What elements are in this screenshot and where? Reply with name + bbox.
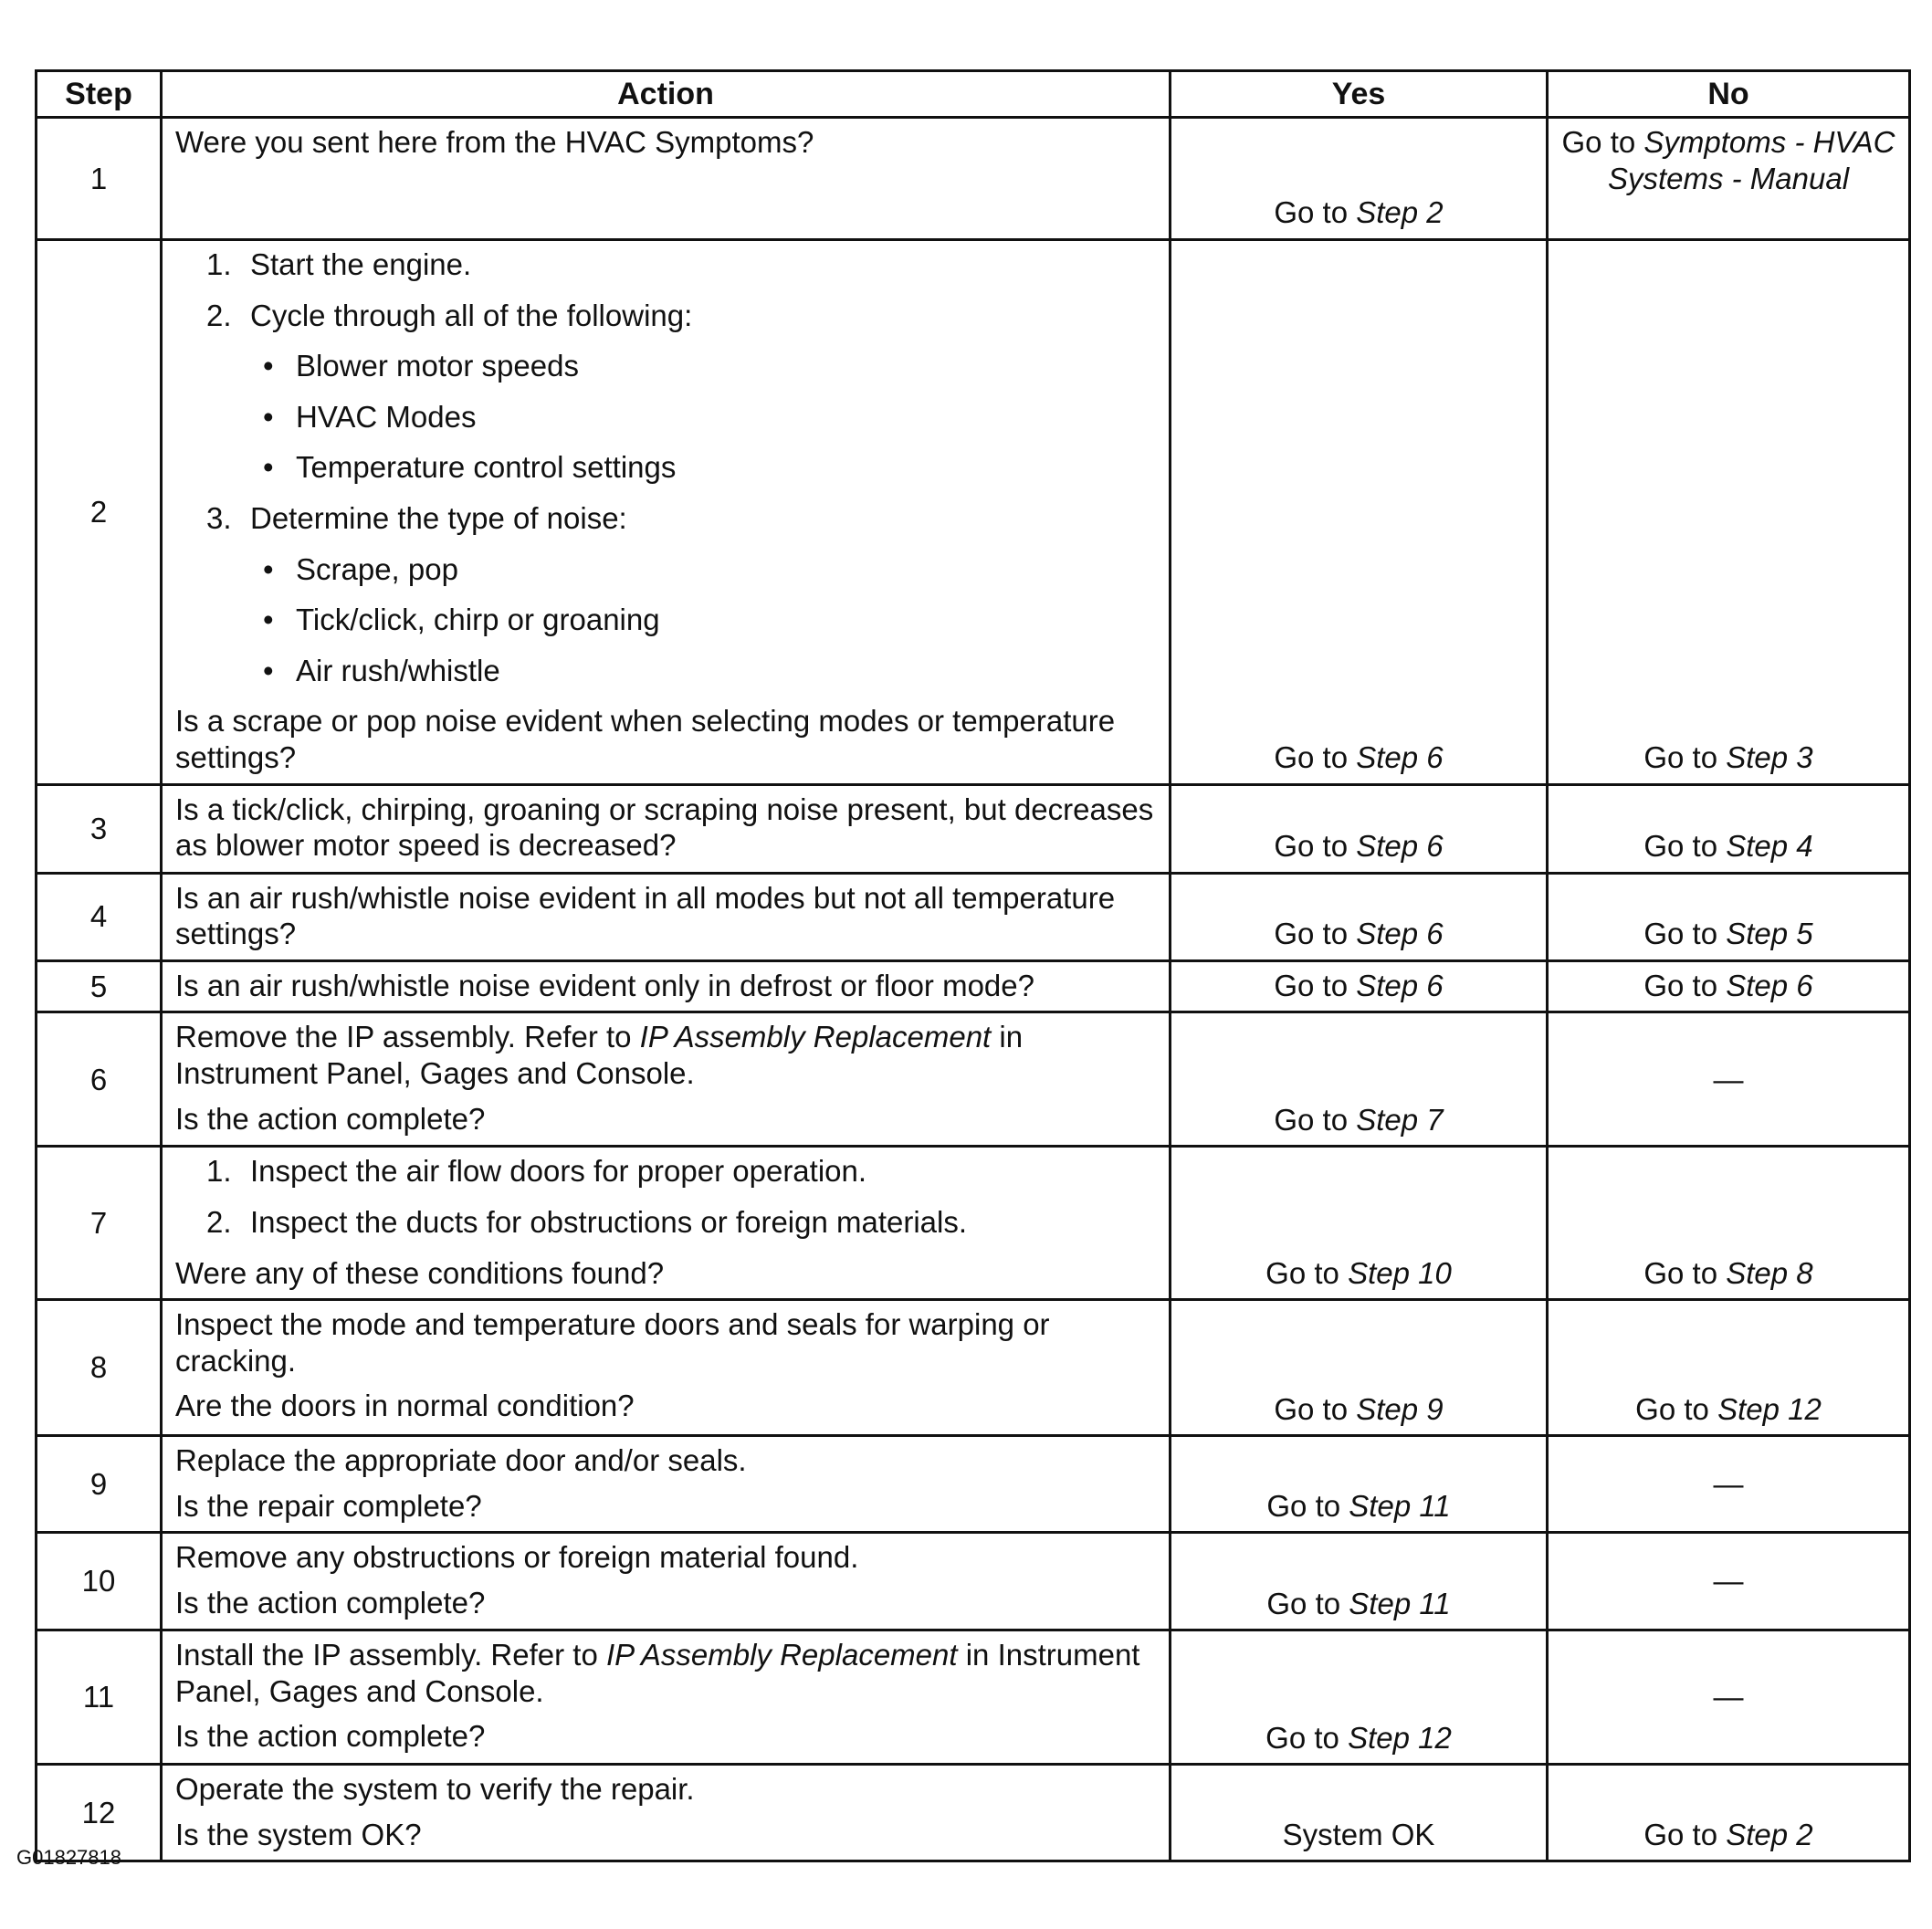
italic-ref: Step 12 bbox=[1348, 1720, 1452, 1755]
italic-ref: Symptoms - HVAC Systems - Manual bbox=[1607, 125, 1895, 195]
bullet-text: Air rush/whistle bbox=[296, 653, 500, 687]
action-text bbox=[175, 703, 1158, 775]
action-cell bbox=[162, 960, 1171, 1012]
bullet-text: Temperature control settings bbox=[296, 450, 677, 485]
italic-ref: IP Assembly Replacement bbox=[639, 1020, 992, 1054]
text-span: Go to bbox=[1635, 1391, 1718, 1426]
procedure-number: 2. bbox=[206, 1204, 232, 1239]
no-result bbox=[1548, 873, 1910, 960]
bullet-text: Scrape, pop bbox=[296, 551, 458, 586]
step-number: 10 bbox=[37, 1533, 162, 1630]
bullet-dot-icon: • bbox=[263, 450, 274, 485]
table-row bbox=[37, 873, 1910, 960]
procedure-list bbox=[175, 1153, 1158, 1240]
action-cell bbox=[162, 1765, 1171, 1861]
no-result bbox=[1548, 784, 1910, 873]
no-result bbox=[1548, 1147, 1910, 1300]
bullet-text: Blower motor speeds bbox=[296, 349, 579, 383]
procedure-item bbox=[175, 246, 1158, 283]
step-number: 11 bbox=[37, 1630, 162, 1765]
step-number: 7 bbox=[37, 1147, 162, 1300]
text-span: Go to bbox=[1266, 1586, 1349, 1620]
action-cell bbox=[162, 1630, 1171, 1765]
table-row bbox=[37, 784, 1910, 873]
action-cell bbox=[162, 1300, 1171, 1436]
text-span: Go to bbox=[1274, 739, 1357, 774]
yes-result bbox=[1171, 118, 1548, 240]
text-span: Go to bbox=[1266, 1488, 1349, 1523]
action-text bbox=[175, 1442, 1158, 1479]
procedure-number: 1. bbox=[206, 1154, 232, 1189]
action-cell bbox=[162, 873, 1171, 960]
italic-ref: Step 5 bbox=[1726, 917, 1813, 951]
text-span: Go to bbox=[1561, 125, 1644, 159]
table-row bbox=[37, 1012, 1910, 1147]
text-span: Is a scrape or pop noise evident when selecting modes or temperature settings? bbox=[175, 704, 1116, 774]
action-text bbox=[175, 1306, 1158, 1379]
text-span: Operate the system to verify the repair. bbox=[175, 1772, 695, 1807]
procedure-list bbox=[175, 246, 1158, 688]
text-span: Remove the IP assembly. Refer to bbox=[175, 1020, 640, 1054]
table-body bbox=[37, 118, 1910, 1861]
italic-ref: Step 7 bbox=[1356, 1102, 1444, 1137]
header-no: No bbox=[1548, 71, 1910, 118]
text-span: System OK bbox=[1282, 1817, 1435, 1851]
procedure-text: Inspect the air flow doors for proper operation. bbox=[250, 1154, 867, 1189]
yes-result bbox=[1171, 960, 1548, 1012]
text-span: Is the action complete? bbox=[175, 1101, 486, 1136]
action-text bbox=[175, 1637, 1158, 1709]
step-number: 8 bbox=[37, 1300, 162, 1436]
action-text bbox=[175, 1488, 1158, 1525]
no-result bbox=[1548, 1300, 1910, 1436]
step-number: 3 bbox=[37, 784, 162, 873]
italic-ref: Step 11 bbox=[1349, 1586, 1451, 1620]
text-span: Replace the appropriate door and/or seals. bbox=[175, 1443, 747, 1478]
bullet-dot-icon: • bbox=[263, 399, 274, 434]
bullet-item bbox=[250, 399, 1158, 435]
header-row bbox=[37, 71, 1910, 118]
italic-ref: Step 3 bbox=[1726, 739, 1813, 774]
action-text bbox=[175, 1771, 1158, 1808]
procedure-item bbox=[175, 298, 1158, 486]
italic-ref: Step 6 bbox=[1356, 739, 1444, 774]
text-span: Is an air rush/whistle noise evident only in defrost or floor mode? bbox=[175, 968, 1034, 1002]
text-span: — bbox=[1713, 1680, 1744, 1714]
procedure-item bbox=[175, 1153, 1158, 1190]
bullet-item bbox=[250, 449, 1158, 486]
action-text bbox=[175, 1101, 1158, 1137]
no-result bbox=[1548, 240, 1910, 785]
bullet-dot-icon: • bbox=[263, 551, 274, 586]
procedure-number: 3. bbox=[206, 500, 232, 535]
italic-ref: Step 6 bbox=[1726, 968, 1813, 1002]
no-result bbox=[1548, 1436, 1910, 1533]
text-span: in Instrument Panel, Gages and Console. bbox=[175, 1638, 1140, 1708]
italic-ref: Step 2 bbox=[1356, 195, 1444, 230]
table-row bbox=[37, 1533, 1910, 1630]
step-number: 5 bbox=[37, 960, 162, 1012]
table-row bbox=[37, 1436, 1910, 1533]
bullet-list bbox=[250, 348, 1158, 486]
italic-ref: Step 2 bbox=[1726, 1817, 1813, 1851]
procedure-text: Start the engine. bbox=[250, 247, 472, 281]
text-span: Go to bbox=[1274, 828, 1357, 863]
text-span: Go to bbox=[1274, 968, 1357, 1002]
text-span: Go to bbox=[1274, 195, 1357, 230]
italic-ref: Step 4 bbox=[1726, 828, 1813, 863]
action-text bbox=[175, 792, 1158, 864]
action-text bbox=[175, 968, 1158, 1004]
table-row bbox=[37, 1300, 1910, 1436]
italic-ref: Step 10 bbox=[1348, 1255, 1452, 1290]
italic-ref: Step 6 bbox=[1356, 917, 1444, 951]
yes-result bbox=[1171, 1012, 1548, 1147]
action-text bbox=[175, 1817, 1158, 1853]
bullet-dot-icon: • bbox=[263, 349, 274, 383]
text-span: Were you sent here from the HVAC Symptoms? bbox=[175, 125, 814, 159]
bullet-item bbox=[250, 348, 1158, 384]
yes-result bbox=[1171, 1765, 1548, 1861]
no-result bbox=[1548, 1765, 1910, 1861]
step-number: 12 bbox=[37, 1765, 162, 1861]
table-row bbox=[37, 1765, 1910, 1861]
no-result bbox=[1548, 1012, 1910, 1147]
bullet-text: Tick/click, chirp or groaning bbox=[296, 603, 660, 637]
italic-ref: Step 12 bbox=[1717, 1391, 1822, 1426]
text-span: Remove any obstructions or foreign material found. bbox=[175, 1540, 859, 1575]
text-span: Go to bbox=[1274, 1102, 1357, 1137]
procedure-number: 2. bbox=[206, 298, 232, 332]
action-cell bbox=[162, 1012, 1171, 1147]
text-span: Is the repair complete? bbox=[175, 1488, 482, 1523]
text-span: Is an air rush/whistle noise evident in all modes but not all temperature settings? bbox=[175, 880, 1116, 951]
step-number: 9 bbox=[37, 1436, 162, 1533]
bullet-dot-icon: • bbox=[263, 653, 274, 687]
procedure-number: 1. bbox=[206, 247, 232, 281]
bullet-item bbox=[250, 602, 1158, 638]
text-span: Go to bbox=[1643, 968, 1727, 1002]
yes-result bbox=[1171, 1300, 1548, 1436]
diagnostic-table bbox=[35, 69, 1911, 1862]
text-span: Is the system OK? bbox=[175, 1817, 422, 1851]
no-result bbox=[1548, 1533, 1910, 1630]
text-span: Is a tick/click, chirping, groaning or scraping noise present, but decreases as blower motor speed is decreased? bbox=[175, 792, 1154, 863]
action-cell bbox=[162, 1533, 1171, 1630]
bullet-item bbox=[250, 653, 1158, 689]
yes-result bbox=[1171, 873, 1548, 960]
text-span: Is the action complete? bbox=[175, 1719, 486, 1754]
italic-ref: Step 11 bbox=[1349, 1488, 1451, 1523]
procedure-item bbox=[175, 500, 1158, 688]
action-cell bbox=[162, 118, 1171, 240]
text-span: Go to bbox=[1643, 1817, 1727, 1851]
header-action: Action bbox=[162, 71, 1171, 118]
text-span: Go to bbox=[1274, 1391, 1357, 1426]
table-row bbox=[37, 1630, 1910, 1765]
step-number: 6 bbox=[37, 1012, 162, 1147]
text-span: Are the doors in normal condition? bbox=[175, 1389, 635, 1423]
table-row bbox=[37, 960, 1910, 1012]
yes-result bbox=[1171, 240, 1548, 785]
action-text bbox=[175, 1019, 1158, 1091]
bullet-list bbox=[250, 551, 1158, 689]
yes-result bbox=[1171, 1630, 1548, 1765]
italic-ref: Step 6 bbox=[1356, 968, 1444, 1002]
procedure-text: Inspect the ducts for obstructions or foreign materials. bbox=[250, 1204, 968, 1239]
action-cell bbox=[162, 1147, 1171, 1300]
text-span: — bbox=[1713, 1062, 1744, 1096]
action-text bbox=[175, 1585, 1158, 1621]
text-span: Inspect the mode and temperature doors and seals for warping or cracking. bbox=[175, 1307, 1050, 1378]
no-result bbox=[1548, 960, 1910, 1012]
text-span: Is the action complete? bbox=[175, 1585, 486, 1620]
text-span: — bbox=[1713, 1466, 1744, 1501]
no-result bbox=[1548, 118, 1910, 240]
bullet-text: HVAC Modes bbox=[296, 399, 477, 434]
step-number: 2 bbox=[37, 240, 162, 785]
no-result bbox=[1548, 1630, 1910, 1765]
text-span: Were any of these conditions found? bbox=[175, 1255, 665, 1290]
italic-ref: Step 6 bbox=[1356, 828, 1444, 863]
action-text bbox=[175, 880, 1158, 952]
text-span: Go to bbox=[1643, 917, 1727, 951]
text-span: Go to bbox=[1265, 1255, 1349, 1290]
yes-result bbox=[1171, 1436, 1548, 1533]
yes-result bbox=[1171, 1533, 1548, 1630]
action-text bbox=[175, 124, 1158, 161]
text-span: Go to bbox=[1265, 1720, 1349, 1755]
text-span: in Instrument Panel, Gages and Console. bbox=[175, 1020, 1024, 1090]
yes-result bbox=[1171, 1147, 1548, 1300]
procedure-text: Cycle through all of the following: bbox=[250, 298, 693, 332]
italic-ref: IP Assembly Replacement bbox=[606, 1638, 958, 1672]
text-span: Go to bbox=[1643, 828, 1727, 863]
yes-result bbox=[1171, 784, 1548, 873]
header-yes: Yes bbox=[1171, 71, 1548, 118]
text-span: Install the IP assembly. Refer to bbox=[175, 1638, 606, 1672]
text-span: Go to bbox=[1274, 917, 1357, 951]
procedure-text: Determine the type of noise: bbox=[250, 500, 627, 535]
action-text bbox=[175, 1539, 1158, 1576]
table-row bbox=[37, 1147, 1910, 1300]
action-text bbox=[175, 1255, 1158, 1292]
action-cell bbox=[162, 784, 1171, 873]
table-row bbox=[37, 118, 1910, 240]
text-span: — bbox=[1713, 1564, 1744, 1599]
bullet-dot-icon: • bbox=[263, 603, 274, 637]
text-span: Go to bbox=[1643, 1255, 1727, 1290]
step-number: 1 bbox=[37, 118, 162, 240]
action-text bbox=[175, 1718, 1158, 1755]
action-cell bbox=[162, 1436, 1171, 1533]
italic-ref: Step 9 bbox=[1356, 1391, 1444, 1426]
text-span: Go to bbox=[1643, 739, 1727, 774]
action-text bbox=[175, 1388, 1158, 1424]
procedure-item bbox=[175, 1204, 1158, 1241]
header-step: Step bbox=[37, 71, 162, 118]
action-cell bbox=[162, 240, 1171, 785]
italic-ref: Step 8 bbox=[1726, 1255, 1813, 1290]
figure-id: G01827818 bbox=[16, 1846, 121, 1869]
table-row bbox=[37, 240, 1910, 785]
step-number: 4 bbox=[37, 873, 162, 960]
bullet-item bbox=[250, 551, 1158, 588]
